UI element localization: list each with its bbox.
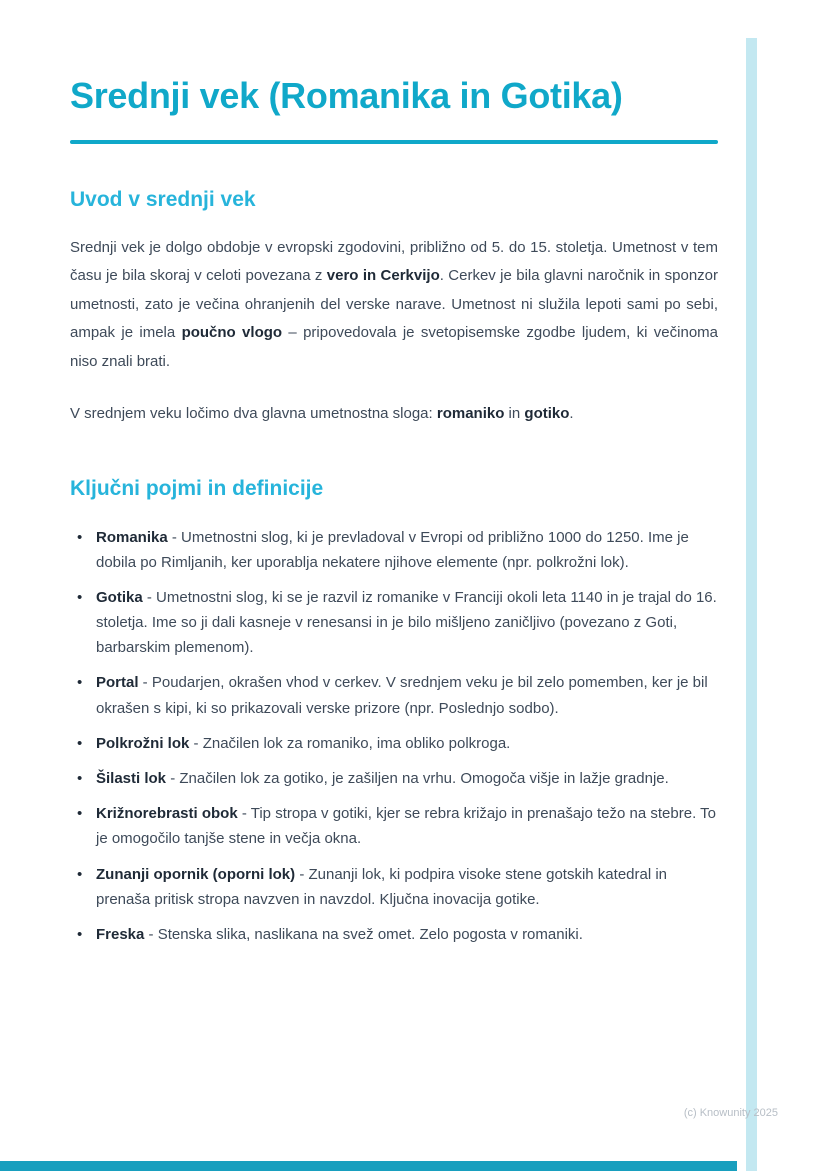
copyright-note: (c) Knowunity 2025 <box>683 1107 778 1119</box>
section-heading-intro: Uvod v srednji vek <box>70 187 256 211</box>
section-heading-key-terms: Ključni pojmi in definicije <box>70 476 324 500</box>
term-item-zunanji-opornik: • Zunanji opornik (oporni lok) - Zunanji lok, ki podpira visoke stene gotskih katedral in prenaša pritisk stropa navzven in navzdol. Ključna inovacija gotike. <box>70 862 718 912</box>
document-content <box>70 0 718 957</box>
intro-paragraph-1: Srednji vek je dolgo obdobje v evropski zgodovini, približno od 5. do 15. stoletja. Umetnost v tem času je bila skoraj v celoti povezana z vero in Cerkvijo. Cerkev je bila glavni naročnik in sponzor umetnosti, zato je večina ohranjenih del verske narave. Umetnost ni služila lepoti sami po sebi, ampak je imela poučno vlogo – pripovedovala je svetopisemske zgodbe ljudem, ki večinoma niso znali brati. <box>70 238 718 370</box>
term-item-romanika: • Romanika - Umetnostni slog, ki je prevladoval v Evropi od približno 1000 do 1250. Ime je dobila po Rimljanih, ker uporablja nekatere njihove elemente (npr. polkrožni lok). <box>70 525 718 575</box>
page-edge-stripe <box>746 38 757 1171</box>
term-item-polkrozni-lok: • Polkrožni lok - Značilen lok za romaniko, ima obliko polkroga. <box>70 731 718 756</box>
section-key-terms <box>70 477 718 948</box>
title-divider <box>70 140 718 144</box>
term-item-freska: • Freska - Stenska slika, naslikana na svež omet. Zelo pogosta v romaniki. <box>70 922 718 947</box>
page-bottom-bar <box>0 1161 737 1171</box>
term-item-gotika: • Gotika - Umetnostni slog, ki se je razvil iz romanike v Franciji okoli leta 1140 in je trajal do 16. stoletja. Ime so ji dali kasneje v renesansi in je bilo mišljeno zaničljivo (povezano z Goti, barbarskim plemenom). <box>70 585 718 661</box>
term-item-portal: • Portal - Poudarjen, okrašen vhod v cerkev. V srednjem veku je bil zelo pomemben, ker je bil okrašen s kipi, ki so prikazovali verske prizore (npr. Poslednjo sodbo). <box>70 670 718 720</box>
term-item-silasti-lok: • Šilasti lok - Značilen lok za gotiko, je zašiljen na vrhu. Omogoča višje in lažje gradnje. <box>70 766 718 791</box>
page-title: Srednji vek (Romanika in Gotika) <box>70 75 623 116</box>
section-intro <box>70 188 718 429</box>
key-terms-list <box>70 525 718 948</box>
term-item-kriznorebrasti-obok: • Križnorebrasti obok - Tip stropa v gotiki, kjer se rebra križajo in prenašajo težo na stebre. To je omogočilo tanjše stene in večja okna. <box>70 801 718 851</box>
intro-paragraph-2: V srednjem veku ločimo dva glavna umetnostna sloga: romaniko in gotiko. <box>70 405 574 423</box>
